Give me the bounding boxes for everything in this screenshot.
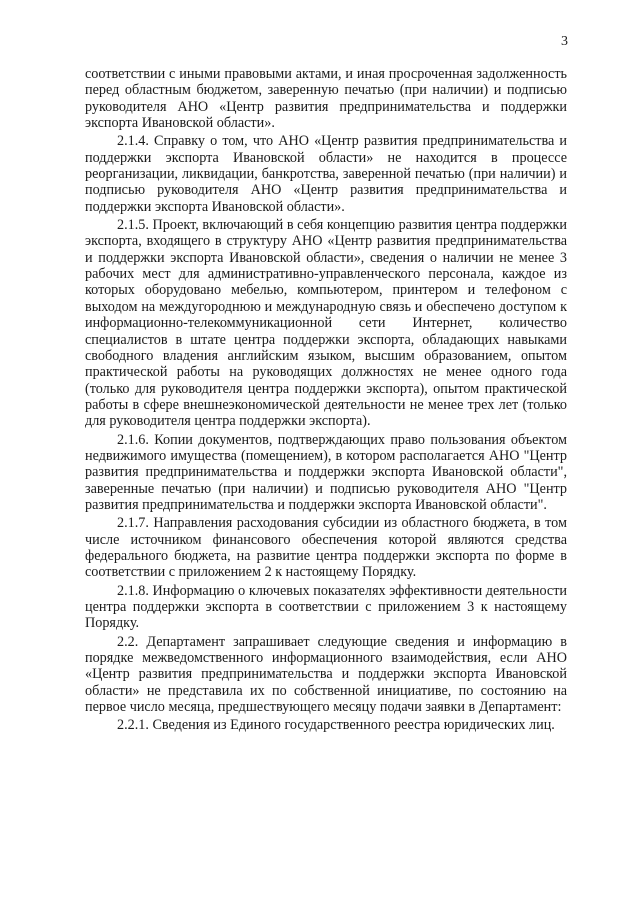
page-number: 3 bbox=[561, 34, 568, 49]
paragraph-2-1-4: 2.1.4. Справку о том, что АНО «Центр развития предпринимательства и поддержки экспорта Ивановской области» не находится в процессе реорганизации, ликвидации, банкротства, заверенной печатью (при наличии) и подписью руководителя АНО «Центр развития предпринимательства и поддержки экспорта Ивановской области». bbox=[85, 133, 567, 215]
paragraph-2-1-8: 2.1.8. Информацию о ключевых показателях эффективности деятельности центра поддержки экспорта в соответствии с приложением 3 к настоящему Порядку. bbox=[85, 582, 567, 632]
paragraph-2-1-6: 2.1.6. Копии документов, подтверждающих право пользования объектом недвижимого имущества (помещением), в котором располагается АНО "Центр развития предпринимательства и поддержки экспорта Ивановской области", заверенные печатью (при наличии) и подписью руководителя АНО "Центр развития предпринимательства и поддержки экспорта Ивановской области". bbox=[85, 431, 567, 513]
document-body bbox=[85, 66, 567, 736]
paragraph-2-1-5: 2.1.5. Проект, включающий в себя концепцию развития центра поддержки экспорта, входящего в структуру АНО «Центр развития предпринимательства и поддержки экспорта Ивановской области», сведения о наличии не менее 3 рабочих мест для административно-управленческого персонала, каждое из которых оборудовано мебелью, компьютером, принтером и телефоном с выходом на междугороднюю и международную связь и обеспечено доступом к информационно-телекоммуникационной сети Интернет, количество специалистов в штате центра поддержки экспорта, обладающих навыками свободного владения английским языком, высшим образованием, опытом практической работы на руководящих должностях не менее одного года (только для руководителя центра поддержки экспорта), опытом практической работы в сфере внешнеэкономической деятельности не менее трех лет (только для руководителя центра поддержки экспорта). bbox=[85, 217, 567, 430]
paragraph-continuation: соответствии с иными правовыми актами, и иная просроченная задолженность перед областным бюджетом, заверенную печатью (при наличии) и подписью руководителя АНО «Центр развития предпринимательства и поддержки экспорта Ивановской области». bbox=[85, 66, 567, 132]
paragraph-2-2: 2.2. Департамент запрашивает следующие сведения и информацию в порядке межведомственного информационного взаимодействия, если АНО «Центр развития предпринимательства и поддержки экспорта Ивановской области» не представила их по собственной инициативе, по состоянию на первое число месяца, предшествующего месяцу подачи заявки в Департамент: bbox=[85, 633, 567, 716]
paragraph-2-1-7: 2.1.7. Направления расходования субсидии из областного бюджета, в том числе источником финансового обеспечения которой являются средства федерального бюджета, на развитие центра поддержки экспорта по форме в соответствии с приложением 2 к настоящему Порядку. bbox=[85, 515, 567, 581]
paragraph-2-2-1: 2.2.1. Сведения из Единого государственного реестра юридических лиц. bbox=[117, 717, 555, 734]
